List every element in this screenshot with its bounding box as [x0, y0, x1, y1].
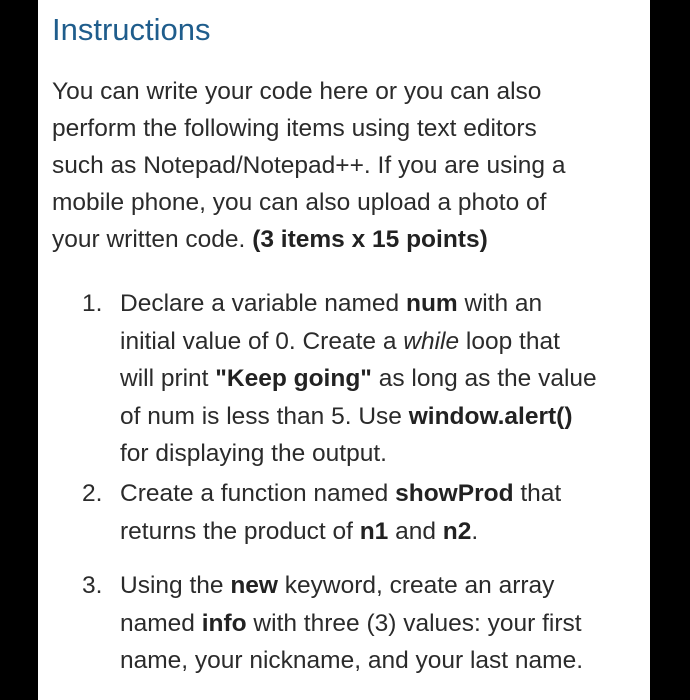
item-text: with an	[457, 290, 543, 317]
item-text: named	[120, 609, 202, 637]
item-text: Create a function named	[120, 480, 396, 507]
intro-line	[52, 221, 642, 258]
item-text: of num is less than 5. Use	[120, 402, 409, 430]
item-text: that	[513, 480, 562, 507]
item-number: 1.	[82, 290, 103, 317]
points-note: (3 items x 15 points)	[252, 226, 488, 253]
item-text: returns the product of	[120, 517, 360, 545]
keyword-window-alert: window.alert()	[408, 402, 573, 430]
keyword-new: new	[230, 572, 278, 599]
item-line	[120, 513, 561, 551]
keyword-info: info	[201, 609, 247, 637]
item-text: keyword, create an array	[277, 572, 555, 599]
item-line: for displaying the output.	[120, 440, 387, 467]
item-number: 2.	[82, 480, 103, 507]
item-number: 3.	[82, 572, 103, 599]
keyword-keep-going: "Keep going"	[215, 365, 372, 392]
item-text: and	[388, 517, 443, 545]
item-line	[120, 567, 583, 605]
item-line	[120, 605, 583, 643]
item-line	[120, 398, 597, 436]
item-text: loop that	[459, 327, 560, 355]
item-text: as long as the value	[371, 365, 597, 392]
intro-line: mobile phone, you can also upload a photo of	[52, 189, 547, 216]
item-text: with three (3) values: your first	[246, 609, 582, 637]
item-line: name, your nickname, and your last name.	[120, 647, 584, 674]
item-line	[120, 360, 597, 398]
item-text: will print	[120, 365, 216, 392]
item-text: initial value of 0. Create a	[120, 327, 404, 355]
keyword-showprod: showProd	[395, 480, 514, 507]
intro-paragraph	[52, 73, 642, 258]
keyword-num: num	[406, 290, 458, 317]
intro-line: You can write your code here or you can also	[52, 78, 542, 105]
instructions-panel	[38, 0, 650, 700]
keyword-n2: n2	[442, 517, 472, 545]
intro-line: such as Notepad/Notepad++. If you are using a	[52, 152, 566, 179]
item-text: .	[471, 517, 479, 545]
intro-line: perform the following items using text editors	[52, 115, 537, 142]
item-line	[120, 285, 597, 323]
item-text: Declare a variable named	[120, 290, 406, 317]
item-line	[120, 475, 561, 513]
intro-text: your written code.	[52, 226, 253, 253]
keyword-while: while	[403, 327, 460, 355]
keyword-n1: n1	[359, 517, 389, 545]
item-line	[120, 323, 597, 361]
item-text: Using the	[120, 572, 231, 599]
instructions-heading: Instructions	[52, 12, 211, 47]
